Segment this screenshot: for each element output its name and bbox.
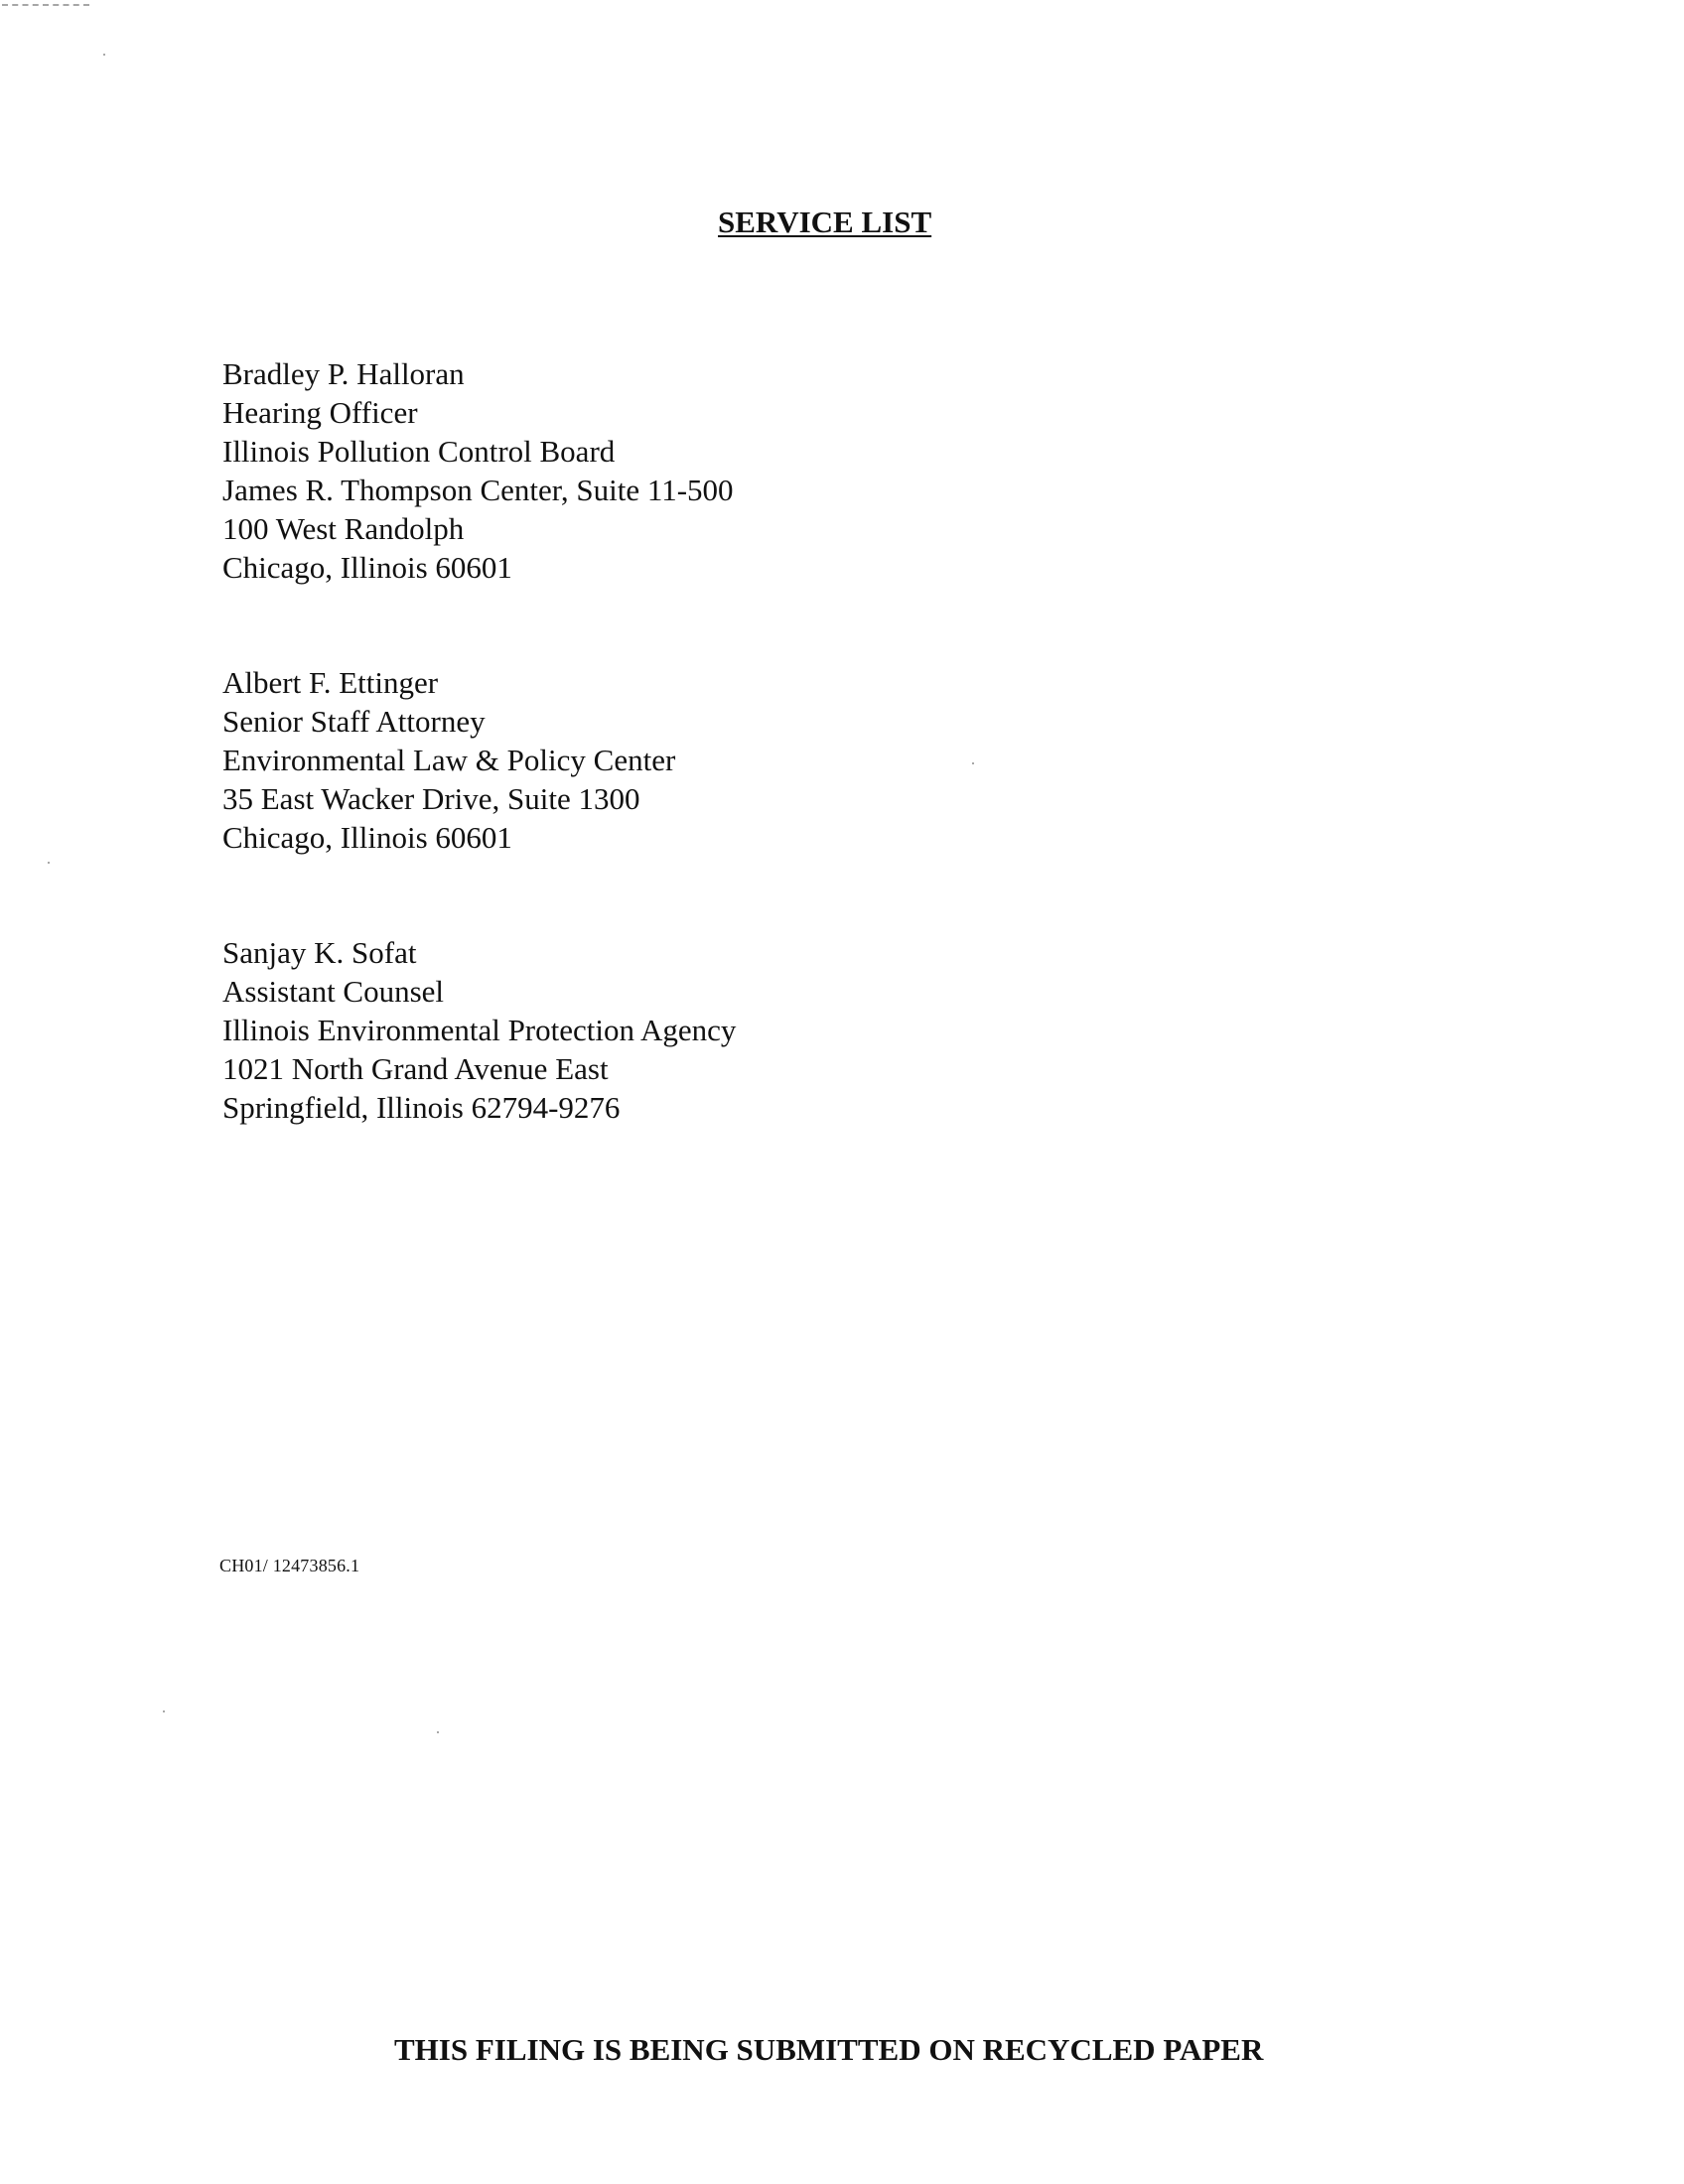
recipient-organization: Illinois Environmental Protection Agency [222,1013,737,1047]
scan-speck [48,862,50,864]
recipient-organization: Environmental Law & Policy Center [222,743,676,777]
recipient-organization: Illinois Pollution Control Board [222,434,616,469]
scan-speck [437,1731,439,1733]
recipient-address-line-1: 35 East Wacker Drive, Suite 1300 [222,781,640,816]
page-title: SERVICE LIST [718,205,932,239]
recipient-address-line-1: 1021 North Grand Avenue East [222,1051,609,1086]
recipient-bradley-halloran [222,354,1116,587]
recipient-sanjay-sofat [222,933,1116,1127]
recipient-name: Albert F. Ettinger [222,665,439,700]
recipient-title: Assistant Counsel [222,974,445,1009]
recipient-name: Sanjay K. Sofat [222,935,417,970]
scan-corner-mark [2,4,89,8]
recipient-albert-ettinger [222,663,1116,857]
recipient-city-state-zip: Springfield, Illinois 62794-9276 [222,1090,621,1125]
recipient-title: Hearing Officer [222,395,418,430]
document-id: CH01/ 12473856.1 [219,1556,360,1575]
recipient-address-line-1: James R. Thompson Center, Suite 11-500 [222,473,734,507]
recipient-name: Bradley P. Halloran [222,356,465,391]
recipient-city-state-zip: Chicago, Illinois 60601 [222,550,512,585]
recipient-address-line-2: 100 West Randolph [222,511,465,546]
recipient-city-state-zip: Chicago, Illinois 60601 [222,820,512,855]
recipient-title: Senior Staff Attorney [222,704,486,739]
scan-speck [103,54,105,56]
recycled-paper-note: THIS FILING IS BEING SUBMITTED ON RECYCLED PAPER [394,2032,1264,2067]
scan-speck [163,1710,165,1712]
